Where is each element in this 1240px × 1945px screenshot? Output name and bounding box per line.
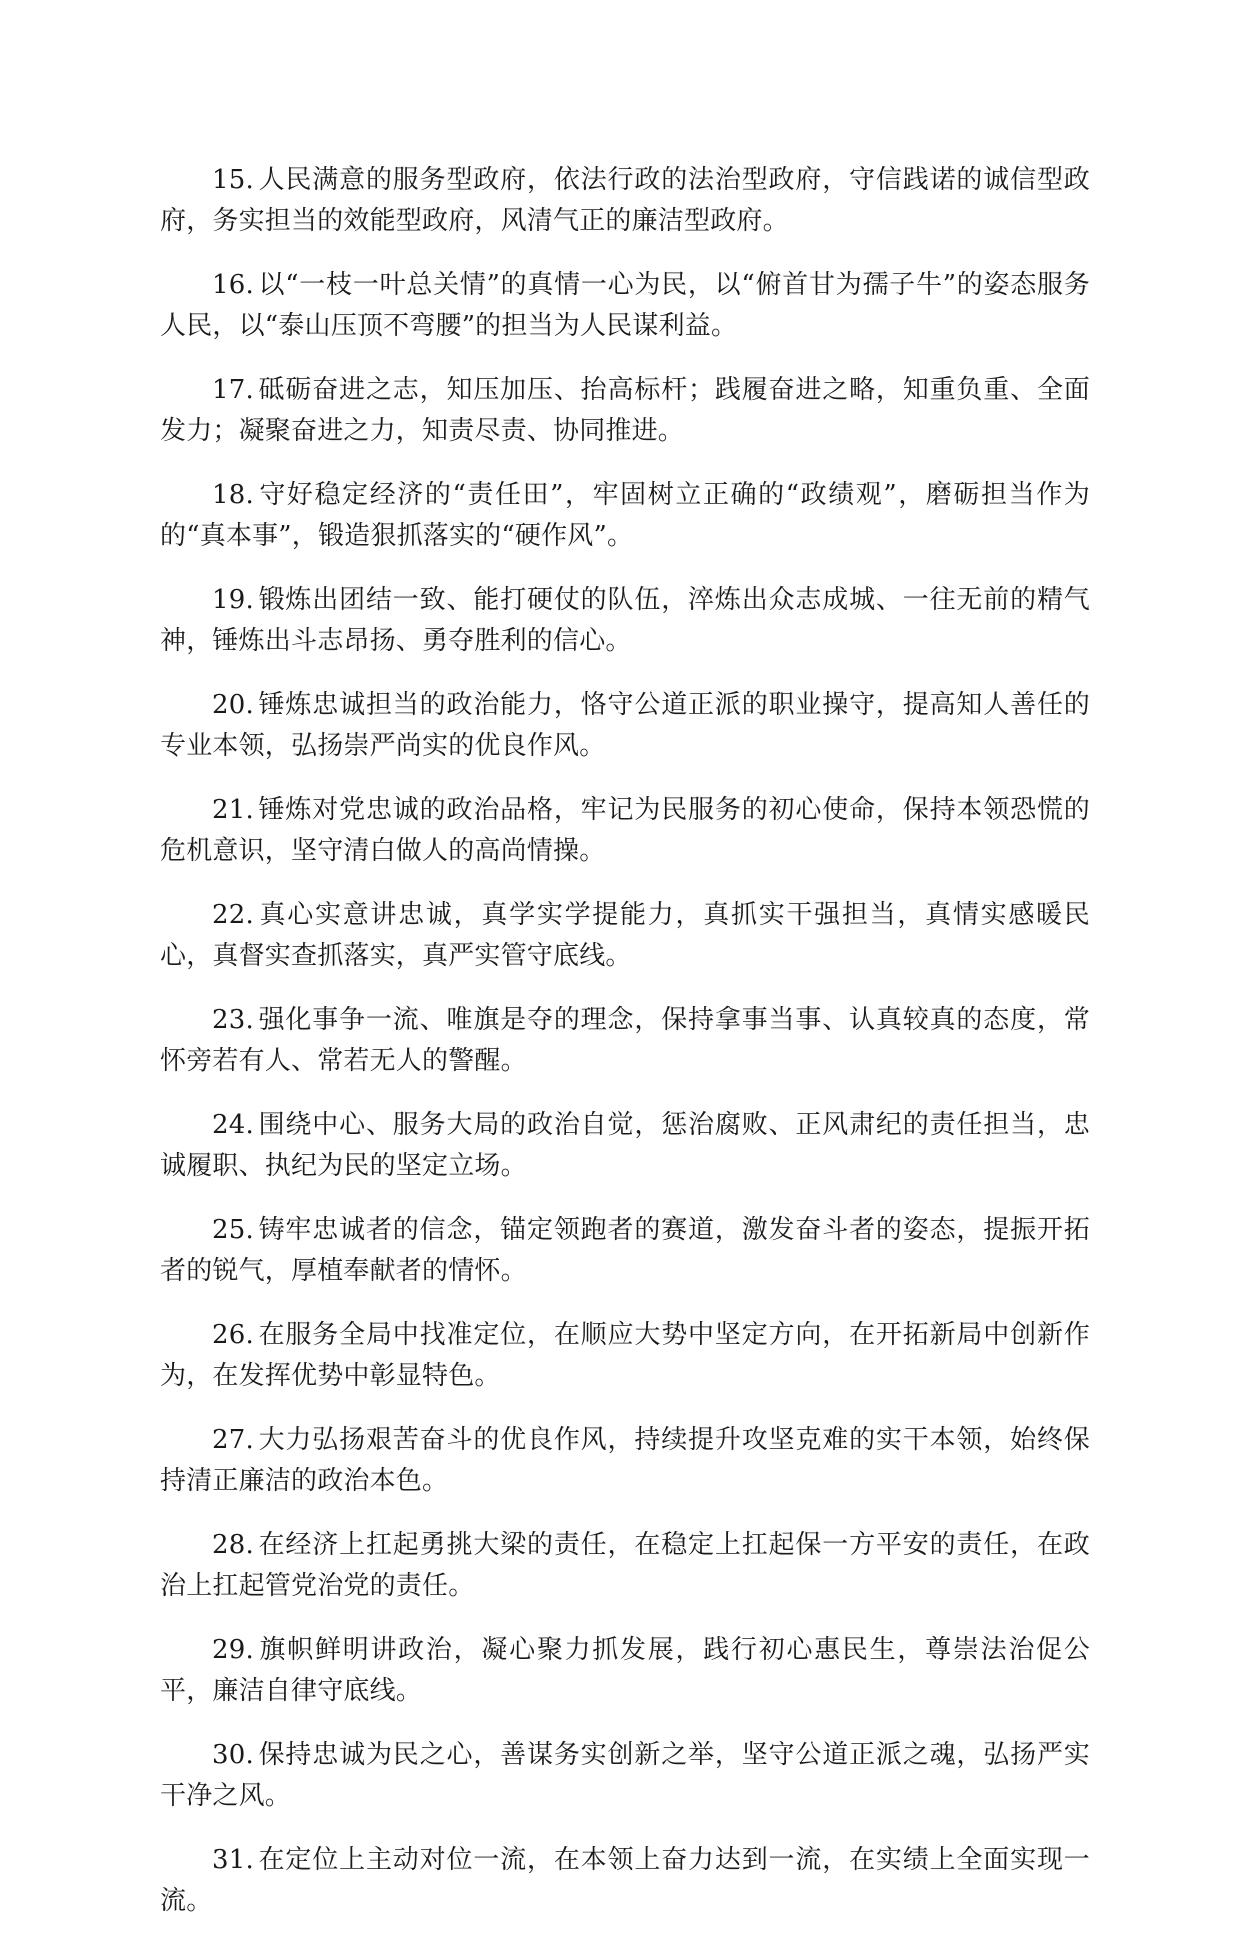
item-text: 大力弘扬艰苦奋斗的优良作风，持续提升攻坚克难的实干本领，始终保持清正廉洁的政治本色。 xyxy=(160,1425,1090,1496)
item-number: 17. xyxy=(212,375,254,405)
list-item xyxy=(160,370,1090,452)
item-number: 28. xyxy=(212,1530,254,1560)
list-item xyxy=(160,580,1090,662)
item-text: 锤炼忠诚担当的政治能力，恪守公道正派的职业操守，提高知人善任的专业本领，弘扬崇严尚实的优良作风。 xyxy=(160,690,1090,761)
list-item xyxy=(160,685,1090,767)
list-item xyxy=(160,1000,1090,1082)
item-number: 21. xyxy=(212,795,254,825)
list-item xyxy=(160,475,1090,557)
item-text: 围绕中心、服务大局的政治自觉，惩治腐败、正风肃纪的责任担当，忠诚履职、执纪为民的坚定立场。 xyxy=(160,1110,1090,1181)
item-number: 16. xyxy=(212,270,254,300)
item-number: 27. xyxy=(212,1425,254,1455)
item-text: 守好稳定经济的“责任田”，牢固树立正确的“政绩观”，磨砺担当作为的“真本事”，锻造狠抓落实的“硬作风”。 xyxy=(160,480,1090,551)
list-item xyxy=(160,1210,1090,1292)
item-text: 真心实意讲忠诚，真学实学提能力，真抓实干强担当，真情实感暖民心，真督实查抓落实，真严实管守底线。 xyxy=(160,900,1090,971)
item-text: 在经济上扛起勇挑大梁的责任，在稳定上扛起保一方平安的责任，在政治上扛起管党治党的责任。 xyxy=(160,1530,1090,1601)
item-number: 29. xyxy=(212,1635,254,1665)
item-number: 31. xyxy=(212,1845,254,1875)
item-text: 以“一枝一叶总关情”的真情一心为民，以“俯首甘为孺子牛”的姿态服务人民，以“泰山压顶不弯腰”的担当为人民谋利益。 xyxy=(160,270,1090,341)
item-number: 18. xyxy=(212,480,254,510)
list-item xyxy=(160,1840,1090,1922)
item-text: 砥砺奋进之志，知压加压、抬高标杆；践履奋进之略，知重负重、全面发力；凝聚奋进之力，知责尽责、协同推进。 xyxy=(160,375,1090,446)
item-number: 15. xyxy=(212,165,254,195)
list-item xyxy=(160,1105,1090,1187)
item-number: 24. xyxy=(212,1110,254,1140)
list-item xyxy=(160,1525,1090,1607)
item-text: 强化事争一流、唯旗是夺的理念，保持拿事当事、认真较真的态度，常怀旁若有人、常若无人的警醒。 xyxy=(160,1005,1090,1076)
list-item xyxy=(160,1630,1090,1712)
item-text: 人民满意的服务型政府，依法行政的法治型政府，守信践诺的诚信型政府，务实担当的效能型政府，风清气正的廉洁型政府。 xyxy=(160,165,1090,236)
item-text: 锤炼对党忠诚的政治品格，牢记为民服务的初心使命，保持本领恐慌的危机意识，坚守清白做人的高尚情操。 xyxy=(160,795,1090,866)
item-number: 22. xyxy=(212,900,254,930)
list-item xyxy=(160,1735,1090,1817)
item-number: 23. xyxy=(212,1005,254,1035)
item-number: 25. xyxy=(212,1215,254,1245)
item-text: 旗帜鲜明讲政治，凝心聚力抓发展，践行初心惠民生，尊崇法治促公平，廉洁自律守底线。 xyxy=(160,1635,1090,1706)
item-number: 20. xyxy=(212,690,254,720)
list-item xyxy=(160,160,1090,242)
item-number: 26. xyxy=(212,1320,254,1350)
document-page xyxy=(160,160,1090,1945)
list-item xyxy=(160,895,1090,977)
list-item xyxy=(160,1420,1090,1502)
item-text: 锻炼出团结一致、能打硬仗的队伍，淬炼出众志成城、一往无前的精气神，锤炼出斗志昂扬、勇夺胜利的信心。 xyxy=(160,585,1090,656)
item-number: 30. xyxy=(212,1740,254,1770)
item-number: 19. xyxy=(212,585,254,615)
item-text: 在服务全局中找准定位，在顺应大势中坚定方向，在开拓新局中创新作为，在发挥优势中彰显特色。 xyxy=(160,1320,1090,1391)
list-item xyxy=(160,265,1090,347)
item-text: 在定位上主动对位一流，在本领上奋力达到一流，在实绩上全面实现一流。 xyxy=(160,1845,1090,1916)
item-text: 保持忠诚为民之心，善谋务实创新之举，坚守公道正派之魂，弘扬严实干净之风。 xyxy=(160,1740,1090,1811)
list-item xyxy=(160,790,1090,872)
item-text: 铸牢忠诚者的信念，锚定领跑者的赛道，激发奋斗者的姿态，提振开拓者的锐气，厚植奉献者的情怀。 xyxy=(160,1215,1090,1286)
list-item xyxy=(160,1315,1090,1397)
